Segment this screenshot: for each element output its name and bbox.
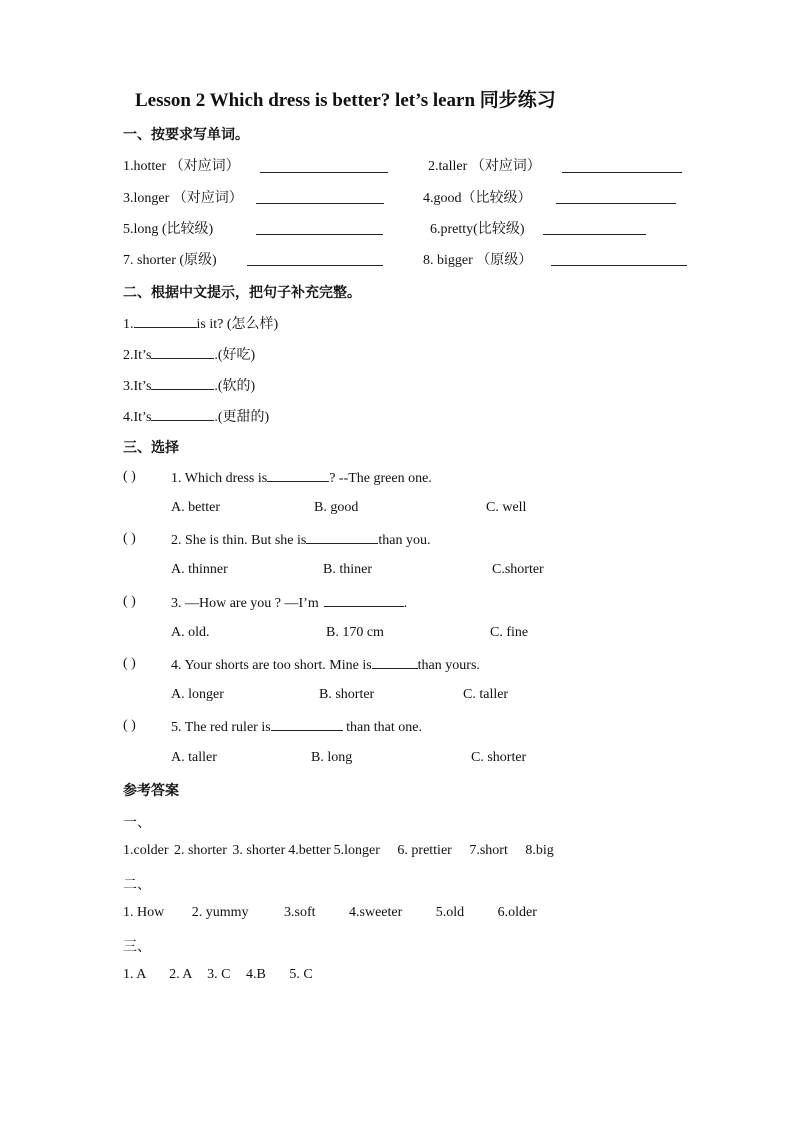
- s1-blank-4[interactable]: [556, 203, 676, 204]
- answers-part1-label: 一、: [123, 816, 151, 831]
- s2-blank[interactable]: [151, 346, 214, 359]
- answers-part3-label: 三、: [123, 940, 151, 955]
- answer-blank[interactable]: [306, 531, 378, 544]
- s1-item-7: 7. shorter (原级): [123, 253, 217, 268]
- answer-item: 6. prettier: [397, 843, 452, 858]
- option-a[interactable]: A. thinner: [171, 562, 228, 577]
- s1-item-6: 6.pretty(比较级): [430, 222, 525, 237]
- page-title: Lesson 2 Which dress is better? let’s learn 同步练习: [135, 90, 556, 111]
- option-b[interactable]: B. 170 cm: [326, 625, 384, 640]
- option-b[interactable]: B. thiner: [323, 562, 372, 577]
- answer-item: 3. C: [207, 967, 231, 982]
- answer-item: 5.old: [435, 905, 465, 920]
- answer-blank[interactable]: [271, 718, 343, 731]
- s3-question-1: [171, 469, 432, 487]
- answer-item: 4.better: [288, 843, 331, 858]
- question-stem: 1. Which dress is: [171, 471, 268, 486]
- s2-item-3: [123, 375, 255, 395]
- answers-part2-label: 二、: [123, 878, 151, 893]
- answer-item: 1.colder: [123, 843, 169, 858]
- s1-blank-8[interactable]: [551, 265, 687, 266]
- section2-heading: 二、根据中文提示，把句子补充完整。: [123, 286, 361, 301]
- s3-question-2: [171, 531, 430, 549]
- s2-prefix: 4.It’s: [123, 410, 152, 425]
- s3-bracket[interactable]: ( ): [123, 718, 136, 733]
- answer-blank[interactable]: [324, 594, 404, 607]
- question-tail: than that one.: [342, 720, 422, 735]
- answer-blank[interactable]: [267, 469, 329, 482]
- answer-item: 2. yummy: [191, 905, 249, 920]
- option-c[interactable]: C. well: [486, 500, 527, 515]
- s2-item-2: [123, 344, 255, 364]
- question-tail: ? --The green one.: [329, 471, 432, 486]
- option-c[interactable]: C. shorter: [471, 750, 527, 765]
- answer-item: 7.short: [469, 843, 508, 858]
- answer-item: 2. A: [169, 967, 192, 982]
- answers-part3: [123, 967, 313, 983]
- question-stem: 4. Your shorts are too short. Mine is: [171, 658, 372, 673]
- option-a[interactable]: A. longer: [171, 687, 224, 702]
- s3-bracket[interactable]: ( ): [123, 531, 136, 546]
- answer-item: 2. shorter: [173, 843, 227, 858]
- question-stem: 3. —How are you ? —I’m: [171, 596, 319, 611]
- s2-item-1: [123, 313, 278, 333]
- s1-item-2: 2.taller （对应词）: [428, 159, 541, 174]
- option-c[interactable]: C.shorter: [492, 562, 544, 577]
- s2-suffix: .(更甜的): [214, 410, 270, 425]
- s1-blank-2[interactable]: [562, 172, 682, 173]
- answer-item: 8.big: [525, 843, 554, 858]
- s1-item-5: 5.long (比较级): [123, 222, 214, 237]
- question-tail: than you.: [378, 533, 431, 548]
- s2-prefix: 2.It’s: [123, 348, 152, 363]
- s1-item-3: 3.longer （对应词）: [123, 191, 243, 206]
- s2-prefix: 3.It’s: [123, 379, 152, 394]
- answer-item: 4.sweeter: [349, 905, 403, 920]
- answer-item: 5. C: [289, 967, 313, 982]
- s1-item-8: 8. bigger （原级）: [423, 253, 533, 268]
- s3-question-5: [171, 718, 422, 736]
- s2-suffix: .(软的): [214, 379, 256, 394]
- answer-item: 3. shorter: [232, 843, 286, 858]
- answer-item: 3.soft: [284, 905, 316, 920]
- question-stem: 5. The red ruler is: [171, 720, 271, 735]
- option-b[interactable]: B. shorter: [319, 687, 375, 702]
- s1-blank-3[interactable]: [256, 203, 384, 204]
- answer-blank[interactable]: [372, 656, 418, 669]
- s3-question-4: [171, 656, 480, 674]
- s2-blank[interactable]: [134, 315, 197, 328]
- s1-blank-1[interactable]: [260, 172, 388, 173]
- s1-blank-7[interactable]: [247, 265, 383, 266]
- s2-blank[interactable]: [151, 377, 214, 390]
- option-a[interactable]: A. better: [171, 500, 220, 515]
- answers-part1: [123, 843, 554, 859]
- question-stem: 2. She is thin. But she is: [171, 533, 307, 548]
- s2-item-4: [123, 406, 269, 426]
- answer-item: 4.B: [246, 967, 266, 982]
- answer-item: 5.longer: [333, 843, 380, 858]
- s1-blank-6[interactable]: [543, 234, 646, 235]
- s3-bracket[interactable]: ( ): [123, 594, 136, 609]
- s2-suffix: .(好吃): [214, 348, 256, 363]
- s3-question-3: [171, 594, 407, 612]
- answer-item: 1. How: [123, 905, 165, 920]
- answers-heading: 参考答案: [123, 784, 179, 799]
- s2-prefix: 1.: [123, 317, 134, 332]
- question-tail: than yours.: [417, 658, 480, 673]
- option-c[interactable]: C. taller: [463, 687, 509, 702]
- option-a[interactable]: A. taller: [171, 750, 217, 765]
- s3-bracket[interactable]: ( ): [123, 656, 136, 671]
- answer-item: 1. A: [123, 967, 146, 982]
- answers-part2: [123, 905, 537, 921]
- option-a[interactable]: A. old.: [171, 625, 210, 640]
- option-b[interactable]: B. long: [311, 750, 353, 765]
- question-tail: .: [403, 596, 408, 611]
- s2-suffix: is it? (怎么样): [196, 317, 279, 332]
- s1-blank-5[interactable]: [256, 234, 383, 235]
- section3-heading: 三、选择: [123, 441, 179, 456]
- s1-item-4: 4.good（比较级）: [423, 191, 532, 206]
- section1-heading: 一、按要求写单词。: [123, 128, 249, 143]
- option-c[interactable]: C. fine: [490, 625, 529, 640]
- s3-bracket[interactable]: ( ): [123, 469, 136, 484]
- s2-blank[interactable]: [151, 408, 214, 421]
- answer-item: 6.older: [497, 905, 537, 920]
- s1-item-1: 1.hotter （对应词）: [123, 159, 240, 174]
- option-b[interactable]: B. good: [314, 500, 359, 515]
